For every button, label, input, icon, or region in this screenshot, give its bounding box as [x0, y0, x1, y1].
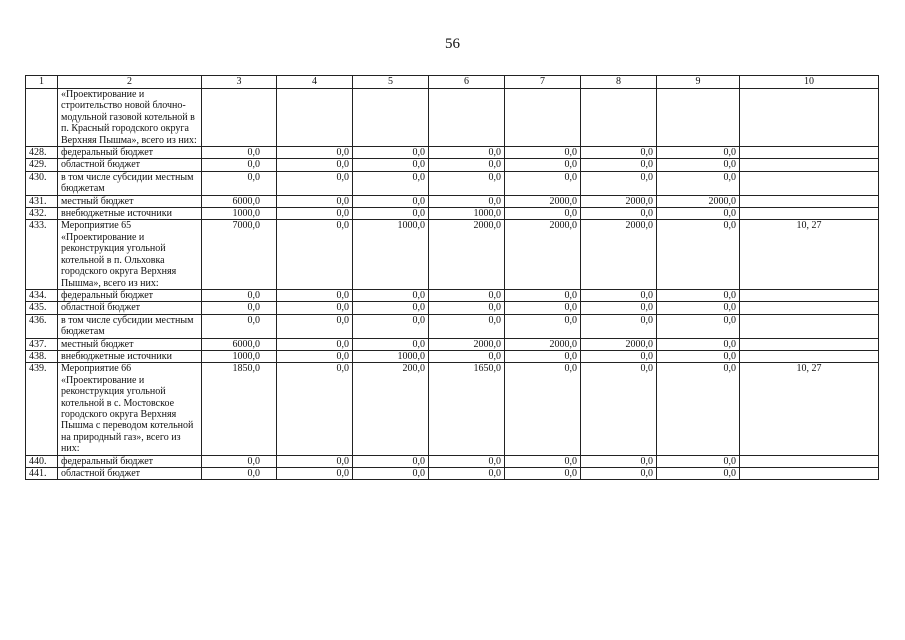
target-indicators-cell [740, 159, 879, 171]
row-name-cell: «Проектирование и строительство новой блочно-модульной газовой котельной в п. Красный городского округа Верхняя Пышма», всего из них: [58, 89, 202, 147]
row-number-cell: 434. [26, 289, 58, 301]
column-header: 2 [58, 76, 202, 89]
table-row [26, 363, 879, 455]
row-name-cell: Мероприятие 66 «Проектирование и реконструкция угольной котельной в с. Мостовское городского округа Верхняя Пышма с переводом котельной на природный газ», всего из них: [58, 363, 202, 455]
table-row [26, 208, 879, 220]
value-cell-col7: 0,0 [505, 171, 581, 195]
value-cell-col9: 0,0 [657, 314, 740, 338]
row-number-cell: 429. [26, 159, 58, 171]
table-row [26, 350, 879, 362]
row-number-cell: 431. [26, 195, 58, 207]
value-cell-col5: 0,0 [353, 159, 429, 171]
value-cell-col4: 0,0 [277, 208, 353, 220]
table-row [26, 455, 879, 467]
value-cell-col8: 0,0 [581, 147, 657, 159]
target-indicators-cell: 10, 27 [740, 220, 879, 289]
value-cell-col9: 0,0 [657, 220, 740, 289]
value-cell-col6: 1000,0 [429, 208, 505, 220]
row-number-cell: 441. [26, 468, 58, 480]
value-cell-col9: 0,0 [657, 159, 740, 171]
row-number-cell: 439. [26, 363, 58, 455]
value-cell-col4: 0,0 [277, 159, 353, 171]
value-cell-col6: 0,0 [429, 455, 505, 467]
table-row [26, 171, 879, 195]
value-cell-col9: 0,0 [657, 147, 740, 159]
row-name-cell: областной бюджет [58, 159, 202, 171]
value-cell-col3: 0,0 [202, 314, 277, 338]
value-cell-col5: 1000,0 [353, 220, 429, 289]
value-cell-col8: 0,0 [581, 159, 657, 171]
value-cell-col9: 0,0 [657, 468, 740, 480]
value-cell-col6: 0,0 [429, 171, 505, 195]
value-cell-col7: 0,0 [505, 350, 581, 362]
table-row [26, 195, 879, 207]
row-name-cell: внебюджетные источники [58, 208, 202, 220]
value-cell-col6: 0,0 [429, 159, 505, 171]
row-number-cell [26, 89, 58, 147]
value-cell-col6: 0,0 [429, 350, 505, 362]
value-cell-col3: 0,0 [202, 171, 277, 195]
header-row [26, 76, 879, 89]
value-cell-col4: 0,0 [277, 314, 353, 338]
table-row [26, 314, 879, 338]
value-cell-col9: 0,0 [657, 171, 740, 195]
value-cell-col7: 0,0 [505, 314, 581, 338]
column-header: 4 [277, 76, 353, 89]
value-cell-col6: 0,0 [429, 468, 505, 480]
value-cell-col6: 0,0 [429, 147, 505, 159]
value-cell-col8: 0,0 [581, 350, 657, 362]
value-cell-col7: 0,0 [505, 302, 581, 314]
value-cell-col7: 0,0 [505, 363, 581, 455]
budget-table [25, 75, 879, 480]
value-cell-col6: 0,0 [429, 195, 505, 207]
value-cell-col9: 0,0 [657, 302, 740, 314]
value-cell-col5: 0,0 [353, 338, 429, 350]
target-indicators-cell [740, 147, 879, 159]
row-name-cell: внебюджетные источники [58, 350, 202, 362]
value-cell-col5: 0,0 [353, 147, 429, 159]
value-cell-col6: 0,0 [429, 302, 505, 314]
value-cell-col7: 2000,0 [505, 195, 581, 207]
value-cell-col9: 2000,0 [657, 195, 740, 207]
value-cell-col7 [505, 89, 581, 147]
value-cell-col4: 0,0 [277, 302, 353, 314]
target-indicators-cell [740, 338, 879, 350]
value-cell-col3: 0,0 [202, 302, 277, 314]
value-cell-col4: 0,0 [277, 338, 353, 350]
row-number-cell: 436. [26, 314, 58, 338]
value-cell-col5: 0,0 [353, 314, 429, 338]
value-cell-col4: 0,0 [277, 171, 353, 195]
column-header: 10 [740, 76, 879, 89]
value-cell-col7: 0,0 [505, 455, 581, 467]
value-cell-col7: 0,0 [505, 159, 581, 171]
row-number-cell: 438. [26, 350, 58, 362]
value-cell-col6: 2000,0 [429, 338, 505, 350]
value-cell-col6: 0,0 [429, 314, 505, 338]
column-header: 8 [581, 76, 657, 89]
row-number-cell: 437. [26, 338, 58, 350]
value-cell-col3 [202, 89, 277, 147]
value-cell-col3: 1850,0 [202, 363, 277, 455]
row-name-cell: федеральный бюджет [58, 455, 202, 467]
value-cell-col4: 0,0 [277, 350, 353, 362]
value-cell-col3: 0,0 [202, 289, 277, 301]
value-cell-col3: 6000,0 [202, 338, 277, 350]
value-cell-col8 [581, 89, 657, 147]
value-cell-col5: 1000,0 [353, 350, 429, 362]
column-header: 1 [26, 76, 58, 89]
column-header: 6 [429, 76, 505, 89]
target-indicators-cell [740, 350, 879, 362]
value-cell-col9: 0,0 [657, 208, 740, 220]
page-number: 56 [445, 36, 460, 52]
value-cell-col4: 0,0 [277, 455, 353, 467]
value-cell-col7: 2000,0 [505, 220, 581, 289]
value-cell-col3: 6000,0 [202, 195, 277, 207]
column-header: 7 [505, 76, 581, 89]
value-cell-col7: 0,0 [505, 208, 581, 220]
value-cell-col4 [277, 89, 353, 147]
value-cell-col6: 2000,0 [429, 220, 505, 289]
value-cell-col4: 0,0 [277, 220, 353, 289]
row-name-cell: местный бюджет [58, 338, 202, 350]
value-cell-col9: 0,0 [657, 363, 740, 455]
value-cell-col5: 0,0 [353, 171, 429, 195]
value-cell-col5: 200,0 [353, 363, 429, 455]
row-name-cell: в том числе субсидии местным бюджетам [58, 314, 202, 338]
value-cell-col8: 2000,0 [581, 195, 657, 207]
value-cell-col8: 2000,0 [581, 220, 657, 289]
table-row [26, 147, 879, 159]
value-cell-col5: 0,0 [353, 468, 429, 480]
row-number-cell: 435. [26, 302, 58, 314]
column-header: 3 [202, 76, 277, 89]
target-indicators-cell [740, 302, 879, 314]
table-row [26, 302, 879, 314]
value-cell-col7: 2000,0 [505, 338, 581, 350]
table-row [26, 338, 879, 350]
target-indicators-cell [740, 208, 879, 220]
value-cell-col9: 0,0 [657, 289, 740, 301]
value-cell-col6 [429, 89, 505, 147]
value-cell-col8: 2000,0 [581, 338, 657, 350]
value-cell-col4: 0,0 [277, 147, 353, 159]
row-number-cell: 430. [26, 171, 58, 195]
row-number-cell: 428. [26, 147, 58, 159]
value-cell-col4: 0,0 [277, 195, 353, 207]
row-name-cell: областной бюджет [58, 302, 202, 314]
value-cell-col9 [657, 89, 740, 147]
row-name-cell: областной бюджет [58, 468, 202, 480]
value-cell-col6: 1650,0 [429, 363, 505, 455]
target-indicators-cell [740, 314, 879, 338]
table-row [26, 89, 879, 147]
value-cell-col8: 0,0 [581, 363, 657, 455]
column-header: 5 [353, 76, 429, 89]
value-cell-col5: 0,0 [353, 208, 429, 220]
value-cell-col8: 0,0 [581, 208, 657, 220]
value-cell-col8: 0,0 [581, 455, 657, 467]
value-cell-col5: 0,0 [353, 302, 429, 314]
row-number-cell: 432. [26, 208, 58, 220]
value-cell-col3: 7000,0 [202, 220, 277, 289]
target-indicators-cell [740, 195, 879, 207]
row-name-cell: федеральный бюджет [58, 289, 202, 301]
column-header: 9 [657, 76, 740, 89]
value-cell-col8: 0,0 [581, 302, 657, 314]
row-number-cell: 433. [26, 220, 58, 289]
value-cell-col8: 0,0 [581, 171, 657, 195]
value-cell-col9: 0,0 [657, 338, 740, 350]
value-cell-col3: 0,0 [202, 468, 277, 480]
value-cell-col7: 0,0 [505, 147, 581, 159]
value-cell-col5 [353, 89, 429, 147]
value-cell-col5: 0,0 [353, 455, 429, 467]
row-name-cell: Мероприятие 65 «Проектирование и реконструкция угольной котельной в п. Ольховка городского округа Верхняя Пышма», всего из них: [58, 220, 202, 289]
row-name-cell: в том числе субсидии местным бюджетам [58, 171, 202, 195]
value-cell-col5: 0,0 [353, 195, 429, 207]
value-cell-col3: 0,0 [202, 147, 277, 159]
value-cell-col9: 0,0 [657, 350, 740, 362]
value-cell-col3: 1000,0 [202, 208, 277, 220]
table-row [26, 220, 879, 289]
value-cell-col7: 0,0 [505, 289, 581, 301]
value-cell-col4: 0,0 [277, 468, 353, 480]
value-cell-col7: 0,0 [505, 468, 581, 480]
row-number-cell: 440. [26, 455, 58, 467]
value-cell-col8: 0,0 [581, 289, 657, 301]
table-row [26, 468, 879, 480]
value-cell-col4: 0,0 [277, 363, 353, 455]
value-cell-col6: 0,0 [429, 289, 505, 301]
value-cell-col8: 0,0 [581, 314, 657, 338]
value-cell-col3: 0,0 [202, 159, 277, 171]
row-name-cell: федеральный бюджет [58, 147, 202, 159]
value-cell-col3: 1000,0 [202, 350, 277, 362]
value-cell-col4: 0,0 [277, 289, 353, 301]
value-cell-col9: 0,0 [657, 455, 740, 467]
value-cell-col5: 0,0 [353, 289, 429, 301]
row-name-cell: местный бюджет [58, 195, 202, 207]
target-indicators-cell [740, 468, 879, 480]
value-cell-col8: 0,0 [581, 468, 657, 480]
value-cell-col3: 0,0 [202, 455, 277, 467]
table-row [26, 289, 879, 301]
target-indicators-cell [740, 289, 879, 301]
target-indicators-cell [740, 455, 879, 467]
table-row [26, 159, 879, 171]
target-indicators-cell [740, 89, 879, 147]
target-indicators-cell [740, 171, 879, 195]
target-indicators-cell: 10, 27 [740, 363, 879, 455]
